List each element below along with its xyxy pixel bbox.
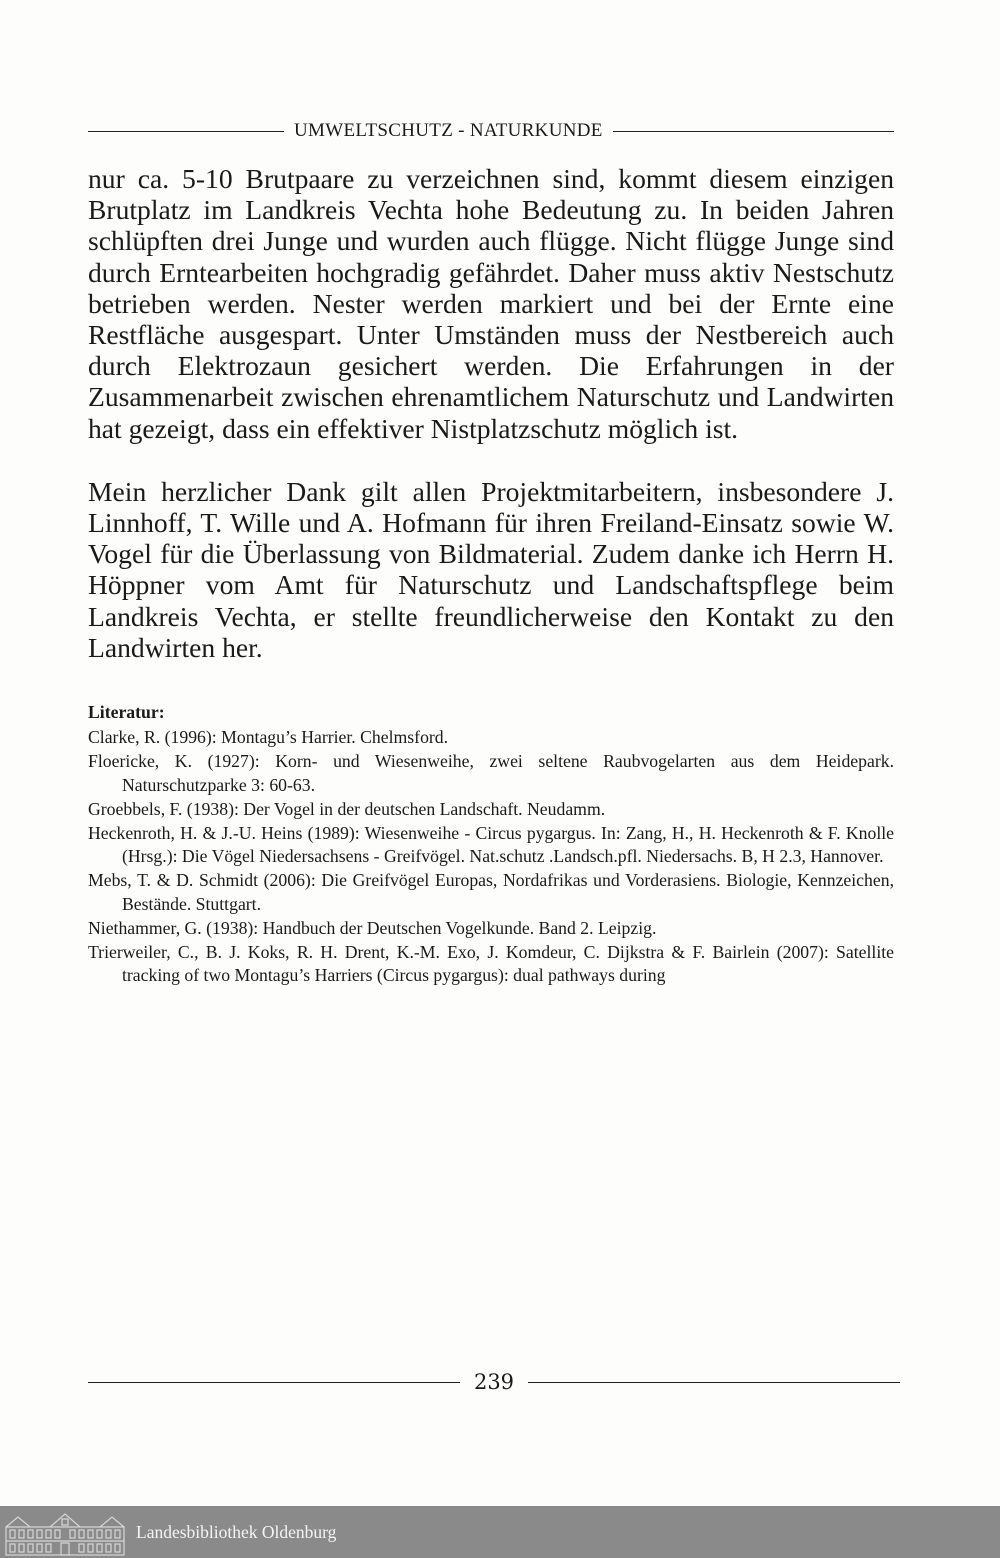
footer-rule-left	[88, 1382, 460, 1383]
literature-entry: Clarke, R. (1996): Montagu’s Harrier. Chelmsford.	[88, 727, 449, 748]
page-footer	[88, 1370, 900, 1394]
header-rule-right	[613, 131, 894, 132]
literature-entry: Heckenroth, H. & J.-U. Heins (1989): Wiesenweihe - Circus pygargus. In: Zang, H., H. Heckenroth & F. Knolle (Hrsg.): Die Vögel Niedersachsens - Greifvögel. Nat.schutz .Landsch.pfl. Niedersachs. B, H 2.3, Hannover.	[88, 823, 894, 867]
header-rule-left	[88, 131, 284, 132]
header-title: UMWELTSCHUTZ - NATURKUNDE	[294, 120, 603, 141]
literature-list	[88, 726, 894, 987]
page-number: 239	[473, 1370, 515, 1394]
library-name: Landesbibliothek Oldenburg	[136, 1521, 337, 1542]
literature-entry: Groebbels, F. (1938): Der Vogel in der deutschen Landschaft. Neudamm.	[88, 798, 606, 819]
literature-entry: Mebs, T. & D. Schmidt (2006): Die Greifvögel Europas, Nordafrikas und Vorderasiens. Biologie, Kennzeichen, Bestände. Stuttgart.	[88, 870, 894, 914]
footer-rule-right	[528, 1382, 900, 1383]
body-paragraph: Mein herzlicher Dank gilt allen Projektmitarbeitern, insbesondere J. Linnhoff, T. Wille und A. Hofmann für ihren Freiland-Einsatz sowie W. Vogel für die Überlassung von Bildmaterial. Zudem danke ich Herrn H. Höppner vom Amt für Naturschutz und Landschaftspflege beim Landkreis Vechta, er stellte freundlicherweise den Kontakt zu den Landwirten her.	[88, 475, 894, 663]
literature-entry: Niethammer, G. (1938): Handbuch der Deutschen Vogelkunde. Band 2. Leipzig.	[88, 917, 657, 938]
library-banner	[0, 1506, 1000, 1558]
literature-entry: Floericke, K. (1927): Korn- und Wiesenweihe, zwei seltene Raubvogelarten aus dem Heidepark. Naturschutzparke 3: 60-63.	[88, 751, 894, 795]
running-header	[88, 120, 894, 142]
library-building-icon	[4, 1511, 126, 1557]
literature-entry: Trierweiler, C., B. J. Koks, R. H. Drent, K.-M. Exo, J. Komdeur, C. Dijkstra & F. Bairlein (2007): Satellite tracking of two Montagu’s Harriers (Circus pygargus): dual pathways during	[88, 942, 894, 986]
body-paragraph: nur ca. 5-10 Brutpaare zu verzeichnen sind, kommt diesem einzigen Brutplatz im Landkreis Vechta hohe Bedeutung zu. In beiden Jahren schlüpften drei Junge und wurden auch flügge. Nicht flügge Junge sind durch Erntearbeiten hochgradig gefährdet. Daher muss aktiv Nestschutz betrieben werden. Nester werden markiert und bei der Ernte eine Restfläche ausgespart. Unter Umständen muss der Nestbereich auch durch Elektrozaun gesichert werden. Die Erfahrungen in der Zusammenarbeit zwischen ehrenamtlichem Naturschutz und Landwirten hat gezeigt, dass ein effektiver Nistplatzschutz möglich ist.	[88, 163, 894, 444]
literature-section	[88, 701, 894, 988]
body-text	[88, 163, 894, 663]
literature-heading: Literatur:	[88, 702, 165, 722]
